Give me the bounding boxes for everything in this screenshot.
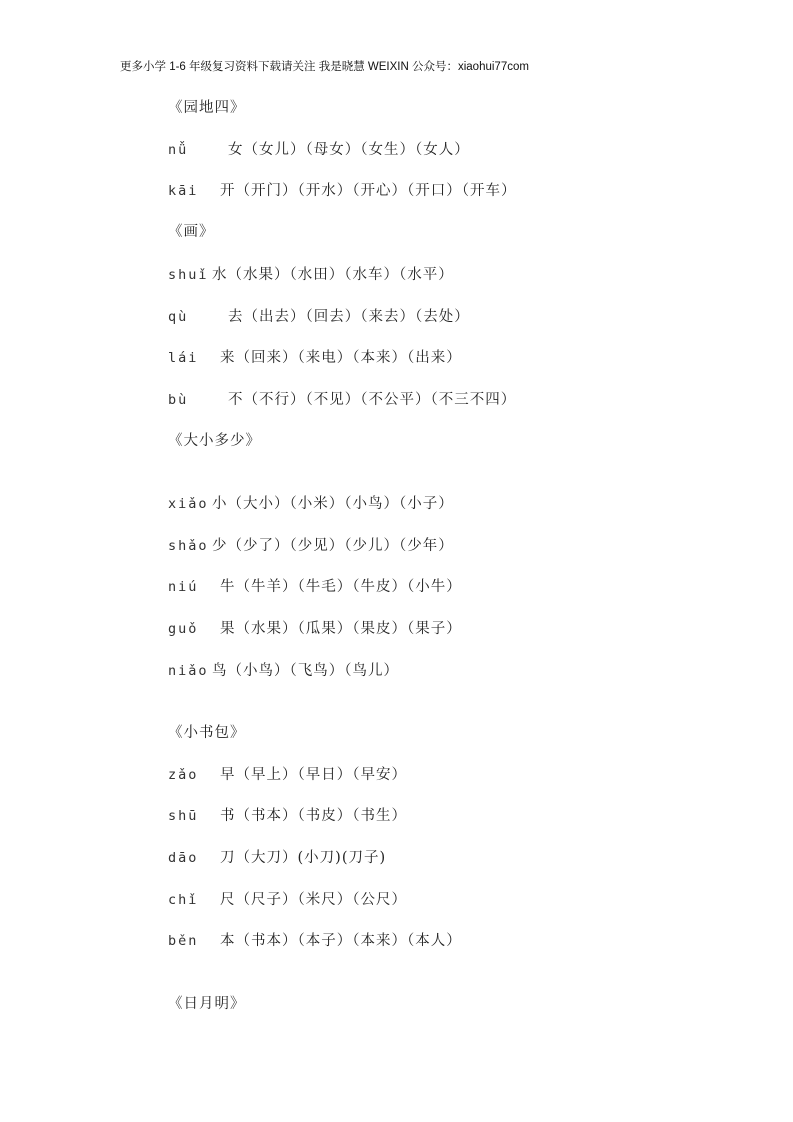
page-header-notice: 更多小学 1-6 年级复习资料下载请关注 我是晓慧 WEIXIN 公众号：xiaohui77com (120, 61, 529, 73)
section-title: 《园地四》 (168, 100, 246, 116)
word-list: 不（不行）（不见）（不公平）（不三不四） (228, 392, 517, 408)
pinyin: dāo (168, 850, 199, 866)
pinyin: běn (168, 933, 199, 949)
vocab-entry (168, 659, 399, 680)
pinyin: xiǎo (168, 496, 209, 512)
pinyin: zǎo (168, 767, 199, 783)
vocab-entry (168, 492, 454, 513)
word-list: 牛（牛羊）（牛毛）（牛皮）（小牛） (220, 579, 462, 595)
word-list: 早（早上）（早日）（早安） (220, 767, 407, 783)
pinyin: niú (168, 579, 199, 595)
vocab-entry (168, 846, 386, 867)
vocab-entry (168, 575, 462, 596)
vocab-entry (168, 388, 516, 409)
vocab-entry (168, 617, 462, 638)
word-list: 书（书本）（书皮）（书生） (220, 808, 407, 824)
word-list: 女（女儿）（母女）（女生）（女人） (228, 142, 470, 158)
pinyin: lái (168, 350, 199, 366)
vocab-entry (168, 179, 517, 200)
pinyin: bù (168, 392, 189, 408)
word-list: 鸟（小鸟）（飞鸟）（鸟儿） (212, 663, 399, 679)
word-list: 果（水果）（瓜果）（果皮）（果子） (220, 621, 462, 637)
vocab-entry (168, 263, 454, 284)
pinyin: chǐ (168, 892, 199, 908)
vocab-entry (168, 929, 462, 950)
word-list: 少（少了）（少见）（少儿）（少年） (212, 538, 454, 554)
section-title: 《大小多少》 (168, 433, 261, 449)
section-title: 《日月明》 (168, 996, 246, 1012)
pinyin: shū (168, 808, 199, 824)
section-title: 《画》 (168, 224, 215, 240)
word-list: 刀（大刀）(小刀)(刀子) (220, 850, 387, 866)
word-list: 小（大小）（小米）（小鸟）（小子） (212, 496, 454, 512)
vocab-entry (168, 763, 407, 784)
pinyin: niǎo (168, 663, 209, 679)
vocab-entry (168, 888, 407, 909)
word-list: 去（出去）（回去）（来去）（去处） (228, 309, 470, 325)
section-title: 《小书包》 (168, 725, 246, 741)
vocab-entry (168, 804, 407, 825)
pinyin: shuǐ (168, 267, 209, 283)
word-list: 本（书本）（本子）（本来）（本人） (220, 933, 462, 949)
vocab-entry (168, 346, 462, 367)
pinyin: qù (168, 309, 189, 325)
word-list: 开（开门）（开水）（开心）（开口）（开车） (220, 183, 517, 199)
word-list: 水（水果）（水田）（水车）（水平） (212, 267, 454, 283)
vocab-entry (168, 305, 470, 326)
pinyin: nǚ (168, 142, 189, 158)
vocab-entry (168, 534, 454, 555)
vocab-entry (168, 138, 470, 159)
word-list: 来（回来）（来电）（本来）（出来） (220, 350, 462, 366)
pinyin: guǒ (168, 621, 199, 637)
word-list: 尺（尺子）（米尺）（公尺） (220, 892, 407, 908)
pinyin: shǎo (168, 538, 209, 554)
pinyin: kāi (168, 183, 199, 199)
